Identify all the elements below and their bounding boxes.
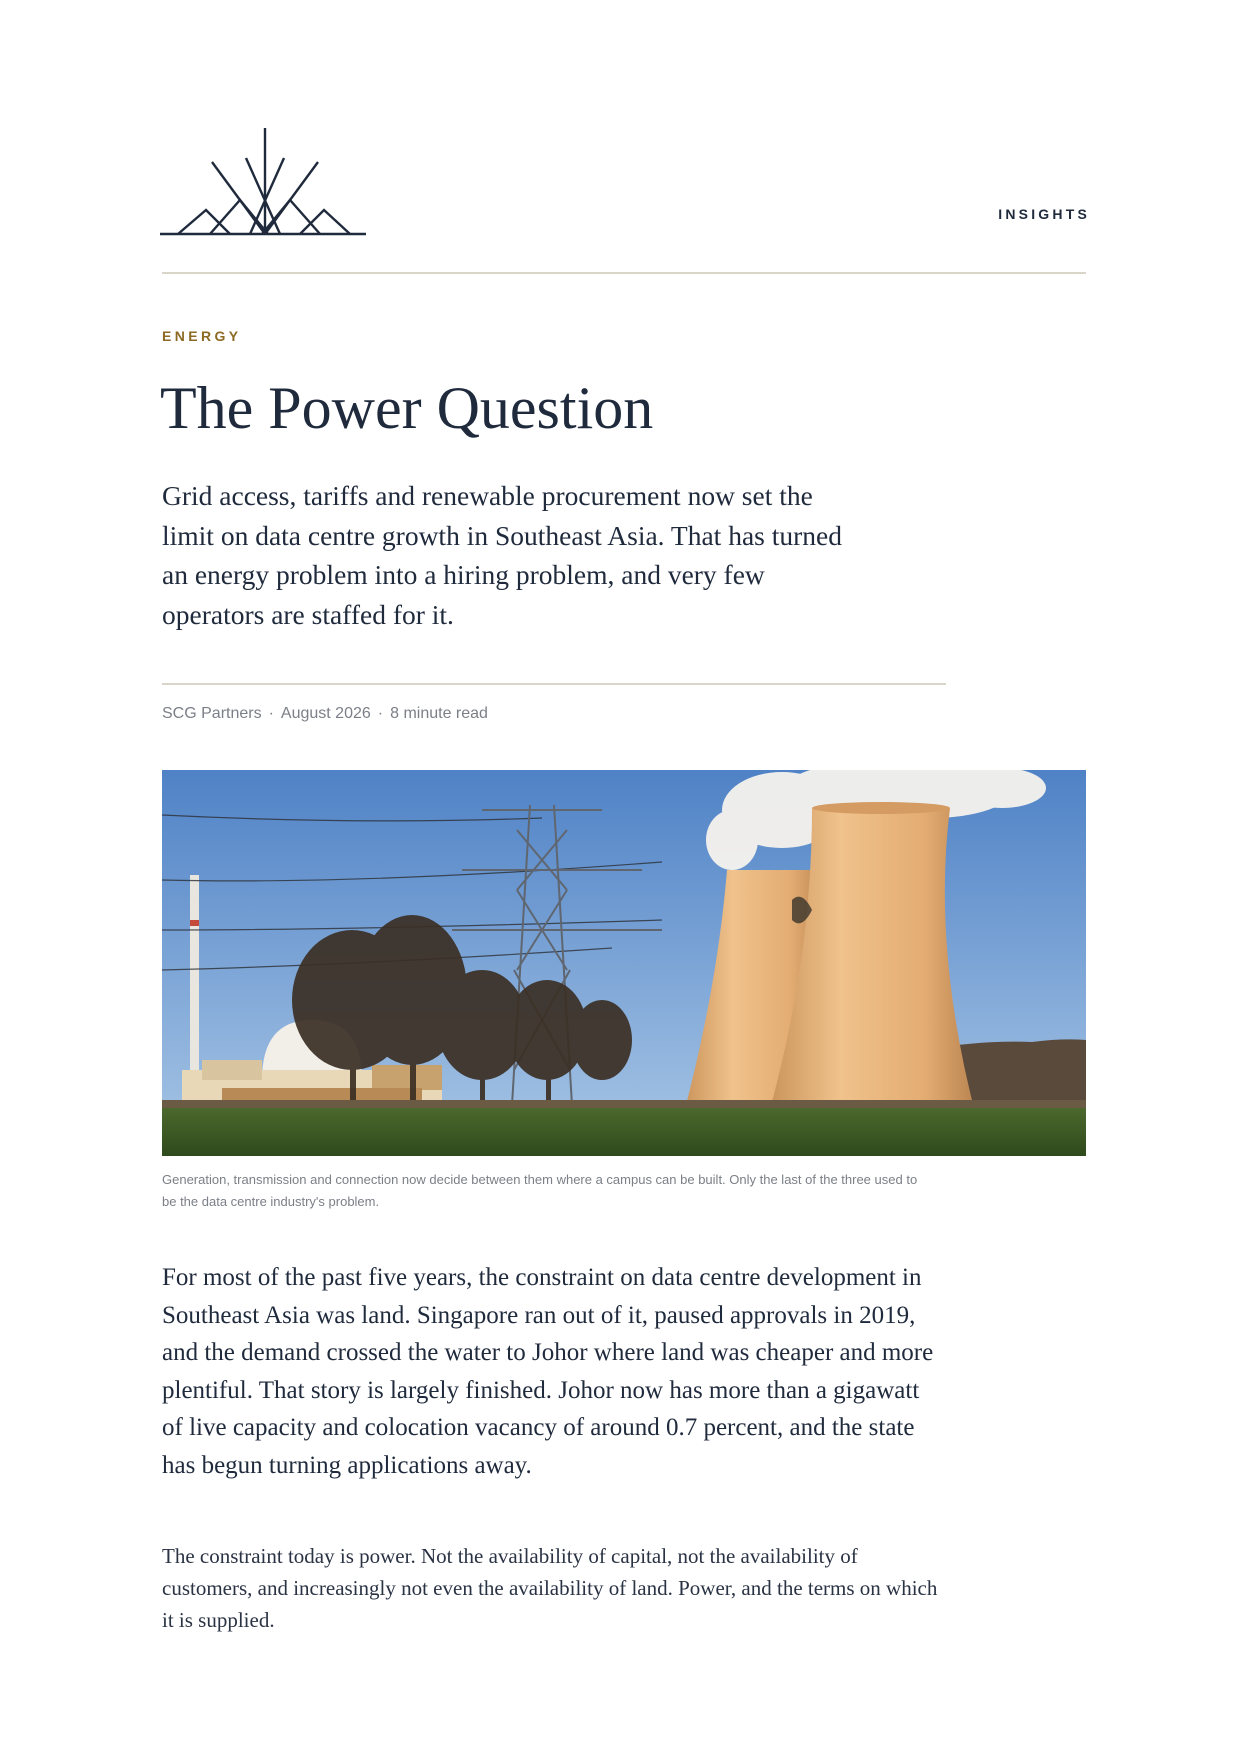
byline bbox=[162, 705, 488, 723]
header-divider bbox=[162, 272, 1086, 274]
byline-read-time: 8 minute read bbox=[390, 705, 488, 722]
article-title: The Power Question bbox=[160, 375, 654, 441]
section-label[interactable]: INSIGHTS bbox=[998, 206, 1090, 222]
byline-author: SCG Partners bbox=[162, 705, 262, 722]
brand-logo[interactable] bbox=[160, 128, 372, 240]
byline-separator: · bbox=[268, 705, 274, 722]
byline-separator: · bbox=[377, 705, 384, 722]
hero-image bbox=[162, 770, 1086, 1156]
mountain-crest-logo-icon bbox=[160, 128, 372, 240]
byline-divider bbox=[162, 683, 946, 685]
byline-date: August 2026 bbox=[280, 705, 371, 722]
body-paragraph: The constraint today is power. Not the availability of capital, not the availability of customers, and increasingly not even the availability of land. Power, and the terms on which it is supplied. bbox=[162, 1544, 938, 1632]
article-dek: Grid access, tariffs and renewable procurement now set the limit on data centre growth in Southeast Asia. That has turned an energy problem into a hiring problem, and very few operators are staffed for it. bbox=[162, 480, 842, 630]
body-paragraph-lead: For most of the past five years, the constraint on data centre development in Southeast Asia was land. Singapore ran out of it, paused approvals in 2019, and the demand crossed the water to Johor where land was cheaper and more plentiful. That story is largely finished. Johor now has more than a gigawatt of live capacity and colocation vacancy of around 0.7 percent, and the state has begun turning applications away. bbox=[162, 1264, 934, 1479]
hero-caption: Generation, transmission and connection now decide between them where a campus can be built. Only the last of the three used to be the data centre industry's problem. bbox=[162, 1172, 918, 1209]
category-label[interactable]: ENERGY bbox=[162, 328, 242, 344]
